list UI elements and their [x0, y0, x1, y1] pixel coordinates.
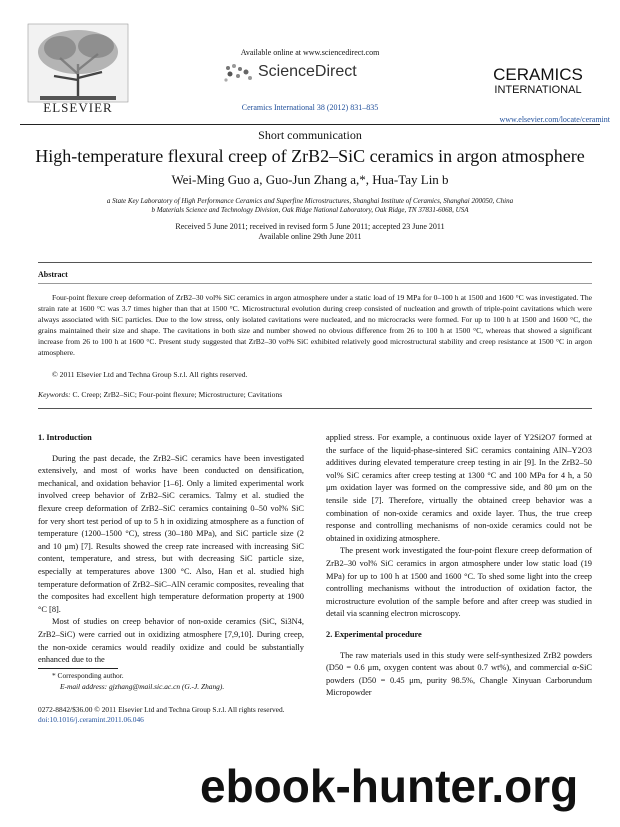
- intro-paragraph-1: During the past decade, the ZrB2–SiC ceramics have been investigated extensively, and most of works have been conducted on densification, mechanical, and oxidation behavior [1–6]. Only a limited experimental work involved creep behavior of ZrB2–SiC ceramics. Talmy et al. studied the flexure creep deformation of ZrB2–SiC ceramics containing 0–50 vol% SiC for very short test period of up to 5 h in oxidizing atmosphere as a function of temperature (1200–1500 °C), stress (30–180 MPa), and SiC particle size (2 and 10 μm) [7]. Results showed the creep rate increased with increasing SiC content, temperature, and stress, but with decreasing SiC particle size, especially at temperatures above 1300 °C. Also, Han et al. studied high temperature deformation of ZrB2–SiC–AlN ceramic composites, revealing that the composites had excellent high temperature deformation property at 1900 °C [8].: [38, 453, 304, 614]
- issn-line: 0272-8842/$36.00 © 2011 Elsevier Ltd and Techna Group S.r.l. All rights reserved.: [38, 705, 285, 714]
- right-paragraph-2: The present work investigated the four-point flexure creep deformation of ZrB2–30 vol% SiC ceramics in argon atmosphere under low static load (19 MPa) for up to 100 h at 1500 and 1600 °C. To shed some light into the creep controlling mechanisms without the introduction of oxidation factor, the microstructure evolution of the sample before and after creep was studied in detail via scanning electron microscopy.: [326, 546, 592, 619]
- abstract-heading: Abstract: [38, 270, 68, 279]
- footnote-divider: [38, 668, 118, 669]
- doi-link[interactable]: doi:10.1016/j.ceramint.2011.06.046: [38, 715, 144, 724]
- section-label: Short communication: [258, 128, 362, 142]
- abstract-copyright: © 2011 Elsevier Ltd and Techna Group S.r.l. All rights reserved.: [52, 370, 248, 379]
- author-list: Wei-Ming Guo a, Guo-Jun Zhang a,*, Hua-Tay Lin b: [171, 172, 449, 187]
- left-column: [38, 432, 304, 667]
- abstract-bottom-divider: [38, 408, 592, 409]
- journal-url-link[interactable]: www.elsevier.com/locate/ceramint: [499, 115, 610, 124]
- available-online-note: Available online at www.sciencedirect.com: [240, 48, 380, 57]
- keywords: [38, 390, 592, 399]
- experimental-paragraph-1: The raw materials used in this study were self-synthesized ZrB2 powders (D50 = 0.6 μm, oxygen content was about 0.7 wt%), and commercial α-SiC powders (D50 = 0.45 μm, purity 98.5%, Changle Xinyuan Carborundum Micropowder: [326, 650, 592, 698]
- introduction-heading: 1. Introduction: [38, 433, 92, 442]
- corresponding-author-note: * Corresponding author.: [52, 671, 124, 680]
- watermark-text: ebook-hunter.org: [200, 760, 579, 812]
- keywords-label: Keywords:: [38, 390, 71, 399]
- journal-citation-link[interactable]: Ceramics International 38 (2012) 831–835: [241, 103, 379, 112]
- abstract-text: Four-point flexure creep deformation of ZrB2–30 vol% SiC ceramics in argon atmosphere under a static load of 19 MPa for 0–100 h at 1500 and 1600 °C was investigated. The strain rate at 1600 °C was 3.7 times higher than that at 1500 °C. Microstructural evolution during creep consisted of nucleation and growth of triple-point cavitations which were always associated with SiC particles. Due to the low stress, only isolated cavitations were nucleated, and no microcracks were formed. For up to 100 h at 1500 and 1600 °C, the grains maintained their size and shape. The cavitations in both size and number showed no obvious difference from 26 to 100 h at 1500 °C, whereas that showed a significant increase from 26 to 100 h at 1600 °C. Present study suggested that ZrB2–30 vol% SiC exhibited relatively good microstructural stability and creep resistance at 1500 °C in argon atmosphere.: [38, 293, 592, 357]
- intro-paragraph-2: Most of studies on creep behavior of non-oxide ceramics (SiC, Si3N4, ZrB2–SiC) were carried out in oxidizing atmosphere [7,9,10]. During creep, the non-oxide ceramics would readily oxidize and could be substantially enhanced due to the: [38, 617, 304, 665]
- affiliation-b: b Materials Science and Technology Division, Oak Ridge National Laboratory, Oak Ridge, TN 37831-6068, USA: [151, 206, 469, 214]
- online-date: Available online 29th June 2011: [258, 232, 362, 241]
- header-divider: [20, 124, 600, 125]
- journal-title: CERAMICS: [493, 65, 583, 84]
- right-column: [326, 432, 592, 700]
- abstract-top-divider: [38, 262, 592, 263]
- watermark-banner: [190, 750, 620, 820]
- sciencedirect-wordmark: ScienceDirect: [258, 63, 357, 80]
- publisher-name: ELSEVIER: [43, 100, 113, 115]
- article-dates: Received 5 June 2011; received in revised form 5 June 2011; accepted 23 June 2011: [175, 222, 445, 231]
- abstract-heading-divider: [38, 283, 592, 284]
- right-paragraph-1: applied stress. For example, a continuous oxide layer of Y2Si2O7 formed at the surface of the liquid-phase-sintered SiC ceramics containing AlN–Y2O3 additives during elevated temperature creep testing in air [9]. In the ZrB2–50 vol% SiC ceramics after creep testing at 1300 °C and 100 MPa for 4 h, a 50 μm oxidation layer was formed on the compressive side, and 80 μm on the tensile side [7]. Therefore, virtually the obtained creep behavior was a combination of non-oxide ceramics and oxide layer. Thus, the true creep response and controlling mechanisms of non-oxide ceramics could not be obtained in oxidizing atmosphere.: [326, 433, 592, 543]
- keywords-list: C. Creep; ZrB2–SiC; Four-point flexure; Microstructure; Cavitations: [70, 390, 283, 399]
- journal-subtitle: INTERNATIONAL: [494, 84, 582, 96]
- email-note: E-mail address: gjzhang@mail.sic.ac.cn (G.-J. Zhang).: [60, 682, 225, 691]
- affiliation-a: a State Key Laboratory of High Performance Ceramics and Superfine Microstructures, Shanghai Institute of Ceramics, Shanghai 200050, China: [106, 197, 514, 205]
- article-title: High-temperature flexural creep of ZrB2–SiC ceramics in argon atmosphere: [35, 146, 585, 166]
- experimental-heading: 2. Experimental procedure: [326, 629, 422, 639]
